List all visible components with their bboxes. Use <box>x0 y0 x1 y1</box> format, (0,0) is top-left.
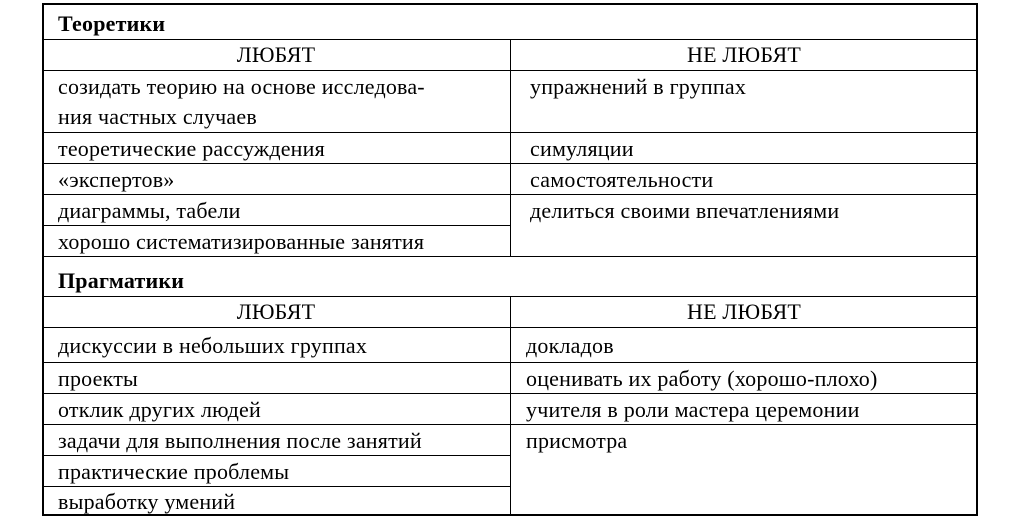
theorists-like-item: хорошо систематизированные занятия <box>58 229 425 254</box>
column-header-likes: ЛЮБЯТ <box>236 42 316 67</box>
pragmatists-dislike-item: учителя в роли мастера церемонии <box>526 397 860 422</box>
column-header-likes: ЛЮБЯТ <box>236 299 316 324</box>
theorists-dislike-item: симуляции <box>530 136 634 161</box>
section-title-theorists: Теоретики <box>58 11 166 36</box>
pragmatists-like-item: задачи для выполнения после занятий <box>58 428 422 453</box>
theorists-dislike-item: делиться своими впечатлениями <box>530 198 840 223</box>
column-header-dislikes: НЕ ЛЮБЯТ <box>687 299 801 324</box>
theorists-dislike-item: упражнений в группах <box>530 74 747 99</box>
column-divider <box>510 39 511 256</box>
pragmatists-dislike-item: докладов <box>526 333 614 358</box>
section-title-pragmatists: Прагматики <box>58 268 185 293</box>
row-divider <box>510 132 978 133</box>
theorists-like-item: диаграммы, табели <box>58 198 241 223</box>
theorists-dislike-item: самостоятельности <box>530 167 714 192</box>
pragmatists-dislike-item: присмотра <box>526 428 628 453</box>
theorists-like-item: созидать теорию на основе исследова- <box>58 74 425 99</box>
pragmatists-like-item: дискуссии в небольших группах <box>58 333 368 358</box>
theorists-like-item: «экспертов» <box>58 167 175 192</box>
column-header-dislikes: НЕ ЛЮБЯТ <box>687 42 801 67</box>
pragmatists-like-item: практические проблемы <box>58 459 290 484</box>
theorists-like-item: ния частных случаев <box>58 104 257 129</box>
pragmatists-like-item: выработку умений <box>58 489 236 514</box>
row-divider <box>42 132 510 133</box>
column-divider <box>510 296 511 516</box>
pragmatists-like-item: проекты <box>58 366 139 391</box>
pragmatists-like-item: отклик других людей <box>58 397 261 422</box>
theorists-like-item: теоретические рассуждения <box>58 136 325 161</box>
pragmatists-dislike-item: оценивать их работу (хорошо-плохо) <box>526 366 878 391</box>
